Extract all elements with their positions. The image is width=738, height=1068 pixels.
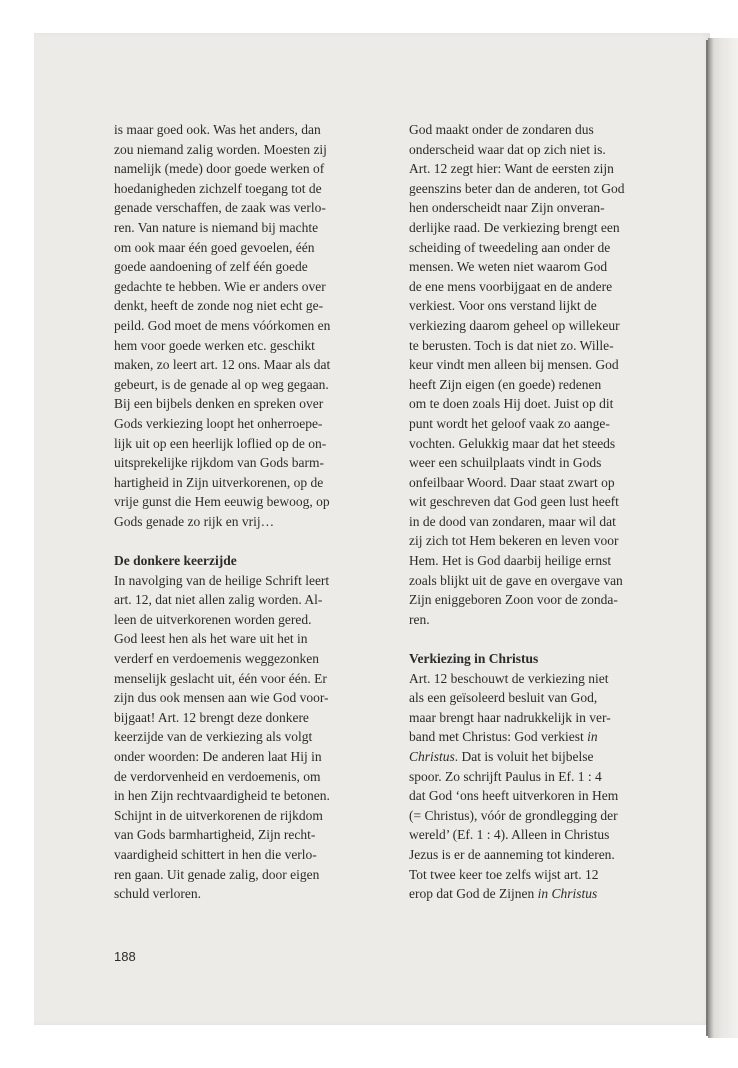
text-line: Jezus is er de aanneming tot kinderen. (409, 846, 615, 862)
text-line: van Gods barmhartigheid, Zijn recht- (114, 827, 316, 843)
text-run: band met Christus: God verkiest (409, 729, 588, 745)
section-heading-verkiezing-in-christus: Verkiezing in Christus (409, 651, 539, 667)
text-line: Art. 12 beschouwt de verkiezing niet (409, 670, 609, 686)
text-line: peild. God moet de mens vóórkomen en (114, 317, 331, 333)
text-line: art. 12, dat niet allen zalig worden. Al- (114, 592, 323, 608)
text-line: leen de uitverkorenen worden gered. (114, 611, 312, 627)
section-heading-donkere-keerzijde: De donkere keerzijde (114, 553, 237, 569)
text-line: is maar goed ook. Was het anders, dan (114, 122, 321, 137)
italic-run: Christus (409, 749, 455, 764)
text-line: God maakt onder de zondaren dus (409, 122, 594, 137)
text-line: ren gaan. Uit genade zalig, door eigen (114, 866, 320, 882)
text-run: erop dat God de Zijnen (409, 886, 538, 902)
text-run: . Dat is voluit het bijbelse (454, 749, 594, 764)
text-line: namelijk (mede) door goede werken of (114, 161, 325, 177)
text-line: wereld’ (Ef. 1 : 4). Alleen in Christus (409, 827, 610, 843)
text-line: in de dood van zondaren, maar wil dat (409, 513, 616, 529)
text-line: onderscheid waar dat op zich niet is. (409, 141, 606, 157)
text-line: gedachte te hebben. Wie er anders over (114, 278, 326, 294)
left-paragraph-2 (114, 571, 376, 904)
text-line: menselijk geslacht uit, één voor één. Er (114, 670, 327, 686)
text-line: Gods genade zo rijk en vrij… (114, 513, 275, 529)
text-line: heeft Zijn eigen (en goede) redenen (409, 376, 602, 392)
text-line: spoor. Zo schrijft Paulus in Ef. 1 : 4 (409, 768, 602, 784)
text-line: goede aandoening of zelf één goede (114, 259, 308, 275)
right-paragraph-2 (409, 669, 671, 904)
right-column (409, 120, 671, 904)
text-line: geenszins beter dan de anderen, tot God (409, 180, 625, 196)
text-line: onder woorden: De anderen laat Hij in (114, 749, 322, 764)
text-line: zoals blijkt uit de gave en overgave van (409, 572, 623, 588)
text-line: lijk uit op een heerlijk loflied op de on- (114, 435, 327, 451)
text-line: denkt, heeft de zonde nog niet echt ge- (114, 298, 324, 314)
text-line: keerzijde van de verkiezing als volgt (114, 729, 313, 745)
text-line (409, 727, 671, 747)
text-line: In navolging van de heilige Schrift leert (114, 572, 330, 588)
text-line: maar brengt haar nadrukkelijk in ver- (409, 709, 611, 725)
text-line: om ook maar één goed gevoelen, één (114, 239, 315, 255)
italic-run: in Christus (537, 886, 598, 902)
text-line: scheiding of tweedeling aan onder de (409, 239, 611, 255)
text-line: in hen Zijn rechtvaardigheid te betonen. (114, 788, 330, 804)
text-line: gebeurt, is de genade al op weg gegaan. (114, 376, 329, 392)
text-line: genade verschaffen, de zaak was verlo- (114, 200, 326, 216)
text-line: de verdorvenheid en verdoemenis, om (114, 768, 321, 784)
text-line: keur vindt men alleen bij mensen. God (409, 357, 619, 373)
text-line: verkiest. Voor ons verstand lijkt de (409, 298, 597, 314)
text-line: vrije gunst die Hem eeuwig bewoog, op (114, 494, 330, 510)
text-line: mensen. We weten niet waarom God (409, 259, 608, 275)
text-line: als een geïsoleerd besluit van God, (409, 690, 598, 706)
next-page-edge (708, 38, 738, 1038)
text-line: wit geschreven dat God geen lust heeft (409, 494, 619, 510)
text-line: zijn dus ook mensen aan wie God voor- (114, 690, 329, 706)
text-line: verkiezing daarom geheel op willekeur (409, 317, 620, 333)
text-line: hoedanigheden zichzelf toegang tot de (114, 180, 322, 196)
text-line: de ene mens voorbijgaat en de andere (409, 278, 613, 294)
text-line: hen onderscheidt naar Zijn onveran- (409, 200, 605, 216)
text-line: weer een schuilplaats vindt in Gods (409, 455, 602, 471)
text-line: zou niemand zalig worden. Moesten zij (114, 141, 327, 157)
text-line: dat God ‘ons heeft uitverkoren in Hem (409, 788, 619, 804)
text-line: (= Christus), vóór de grondlegging der (409, 807, 618, 823)
text-line: vaardigheid schittert in hen die verlo- (114, 846, 317, 862)
text-line: derlijke raad. De verkiezing brengt een (409, 219, 620, 235)
text-line: God leest hen als het ware uit het in (114, 631, 308, 647)
text-line (409, 747, 671, 767)
text-line: Zijn eniggeboren Zoon voor de zonda- (409, 592, 618, 608)
text-line: uitsprekelijke rijkdom van Gods barm- (114, 455, 324, 471)
text-line: Bij een bijbels denken en spreken over (114, 396, 324, 412)
text-line: bijgaat! Art. 12 brengt deze donkere (114, 709, 309, 725)
text-line: maken, zo leert art. 12 ons. Maar als dat (114, 357, 331, 373)
text-line: om te doen zoals Hij doet. Juist op dit (409, 396, 614, 412)
text-line: Hem. Het is God daarbij heilige ernst (409, 553, 612, 569)
text-line: vochten. Gelukkig maar dat het steeds (409, 435, 616, 451)
text-line (409, 884, 671, 904)
left-paragraph-1 (114, 120, 376, 531)
text-line: Schijnt in de uitverkorenen de rijkdom (114, 807, 323, 823)
italic-run: in (587, 729, 598, 745)
text-line: Art. 12 zegt hier: Want de eersten zijn (409, 161, 614, 177)
text-line: hartigheid in Zijn uitverkorenen, op de (114, 474, 324, 490)
page-number: 188 (114, 949, 136, 964)
text-line: hem voor goede werken etc. geschikt (114, 337, 315, 353)
text-line: zij zich tot Hem bekeren en leven voor (409, 533, 619, 549)
text-line: punt wordt het geloof vaak zo aange- (409, 415, 610, 431)
text-line: schuld verloren. (114, 886, 201, 902)
text-line: verderf en verdoemenis weggezonken (114, 651, 320, 667)
left-column (114, 120, 376, 904)
text-line: ren. Van nature is niemand bij machte (114, 219, 319, 235)
right-paragraph-1 (409, 120, 671, 629)
text-line: Tot twee keer toe zelfs wijst art. 12 (409, 866, 599, 882)
text-line: ren. (409, 611, 430, 627)
text-line: onfeilbaar Woord. Daar staat zwart op (409, 474, 615, 490)
text-line: te berusten. Toch is dat niet zo. Wille- (409, 337, 614, 353)
text-line: Gods verkiezing loopt het onherroepe- (114, 415, 323, 431)
